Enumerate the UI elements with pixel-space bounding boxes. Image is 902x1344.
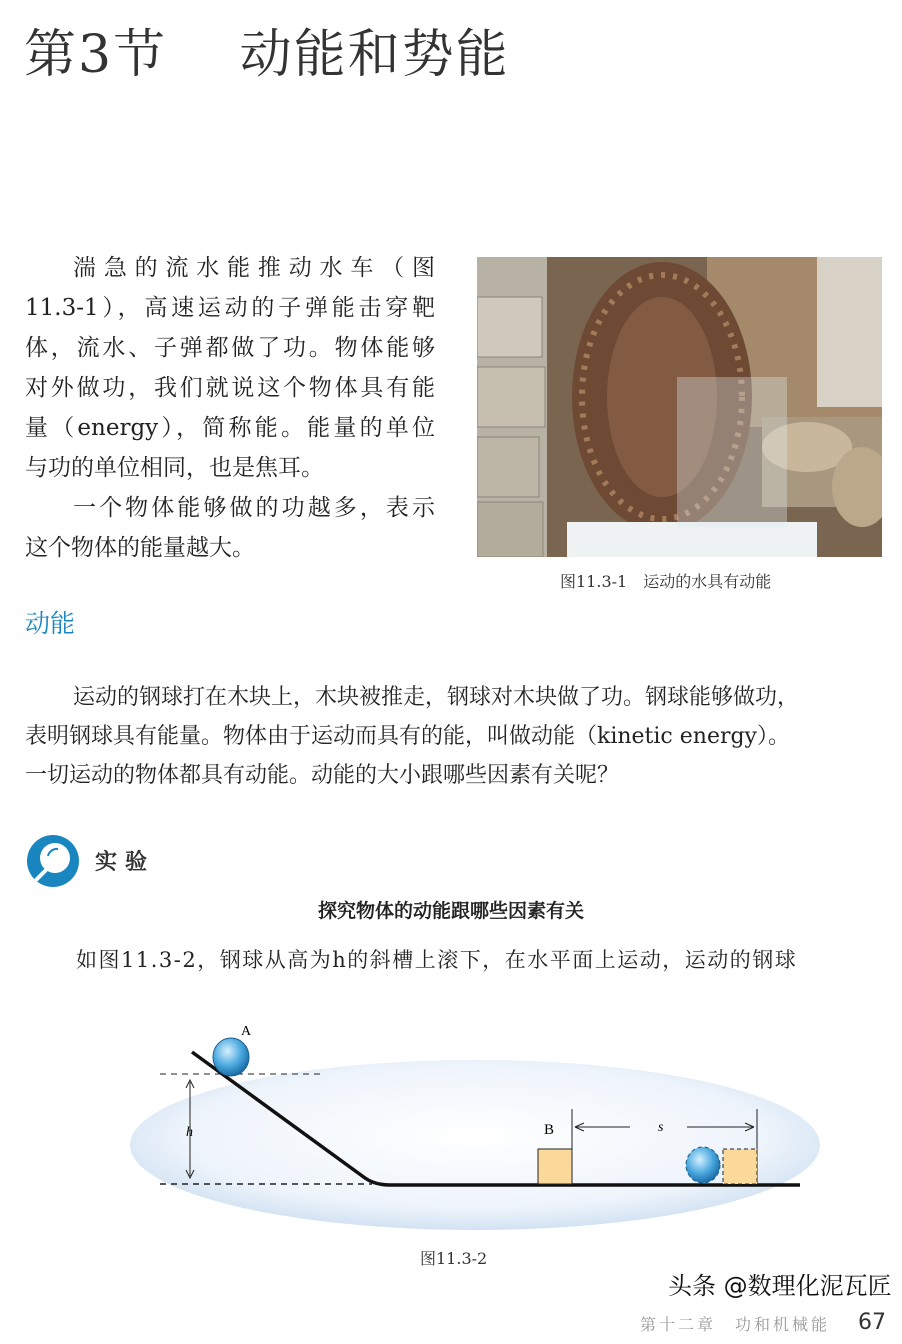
text-line: 表明钢球具有能量。物体由于运动而具有的能，叫做动能（kinetic energy）。 bbox=[25, 724, 790, 749]
height-label: h bbox=[186, 1125, 193, 1140]
experiment-label: 实验 bbox=[95, 850, 156, 875]
section-heading: 动能 bbox=[25, 609, 76, 638]
figure-caption: 图11.3-2 bbox=[420, 1249, 488, 1268]
distance-label: s bbox=[658, 1120, 664, 1135]
ball-a-label: A bbox=[241, 1024, 252, 1039]
waterwheel-photo bbox=[477, 257, 882, 557]
experiment-title: 探究物体的动能跟哪些因素有关 bbox=[317, 900, 584, 922]
page-title: 第3节 动能和势能 bbox=[24, 25, 510, 85]
text-line: 一个物体能够做的功越多，表示 bbox=[73, 495, 435, 521]
text-line: 这个物体的能量越大。 bbox=[25, 535, 255, 561]
chapter-footer: 第十二章 功和机械能 bbox=[640, 1315, 831, 1334]
text-line: 运动的钢球打在木块上，木块被推走，钢球对木块做了功。钢球能够做功， bbox=[73, 685, 800, 710]
experiment-magnifier-icon bbox=[26, 834, 80, 888]
text-line: 湍急的流水能推动水车（图 bbox=[73, 255, 435, 281]
ramp-experiment-diagram bbox=[110, 1010, 830, 1240]
text-line: 体，流水、子弹都做了功。物体能够 bbox=[25, 335, 435, 361]
intro-paragraph bbox=[25, 248, 435, 568]
kinetic-paragraph bbox=[25, 678, 882, 795]
text-line: 与功的单位相同，也是焦耳。 bbox=[25, 455, 324, 481]
text-line: 对外做功，我们就说这个物体具有能 bbox=[25, 375, 435, 401]
text-line: 量（energy），简称能。能量的单位 bbox=[25, 415, 435, 441]
experiment-text: 如图11.3-2，钢球从高为h的斜槽上滚下，在水平面上运动，运动的钢球 bbox=[76, 948, 798, 972]
figure-caption: 图11.3-1 运动的水具有动能 bbox=[560, 572, 772, 591]
text-line: 11.3-1），高速运动的子弹能击穿靶 bbox=[25, 295, 435, 321]
watermark: 头条 @数理化泥瓦匠 bbox=[668, 1272, 892, 1300]
text-line: 一切运动的物体都具有动能。动能的大小跟哪些因素有关呢？ bbox=[25, 763, 620, 788]
page-number: 67 bbox=[858, 1310, 886, 1335]
block-b-label: B bbox=[544, 1122, 555, 1138]
